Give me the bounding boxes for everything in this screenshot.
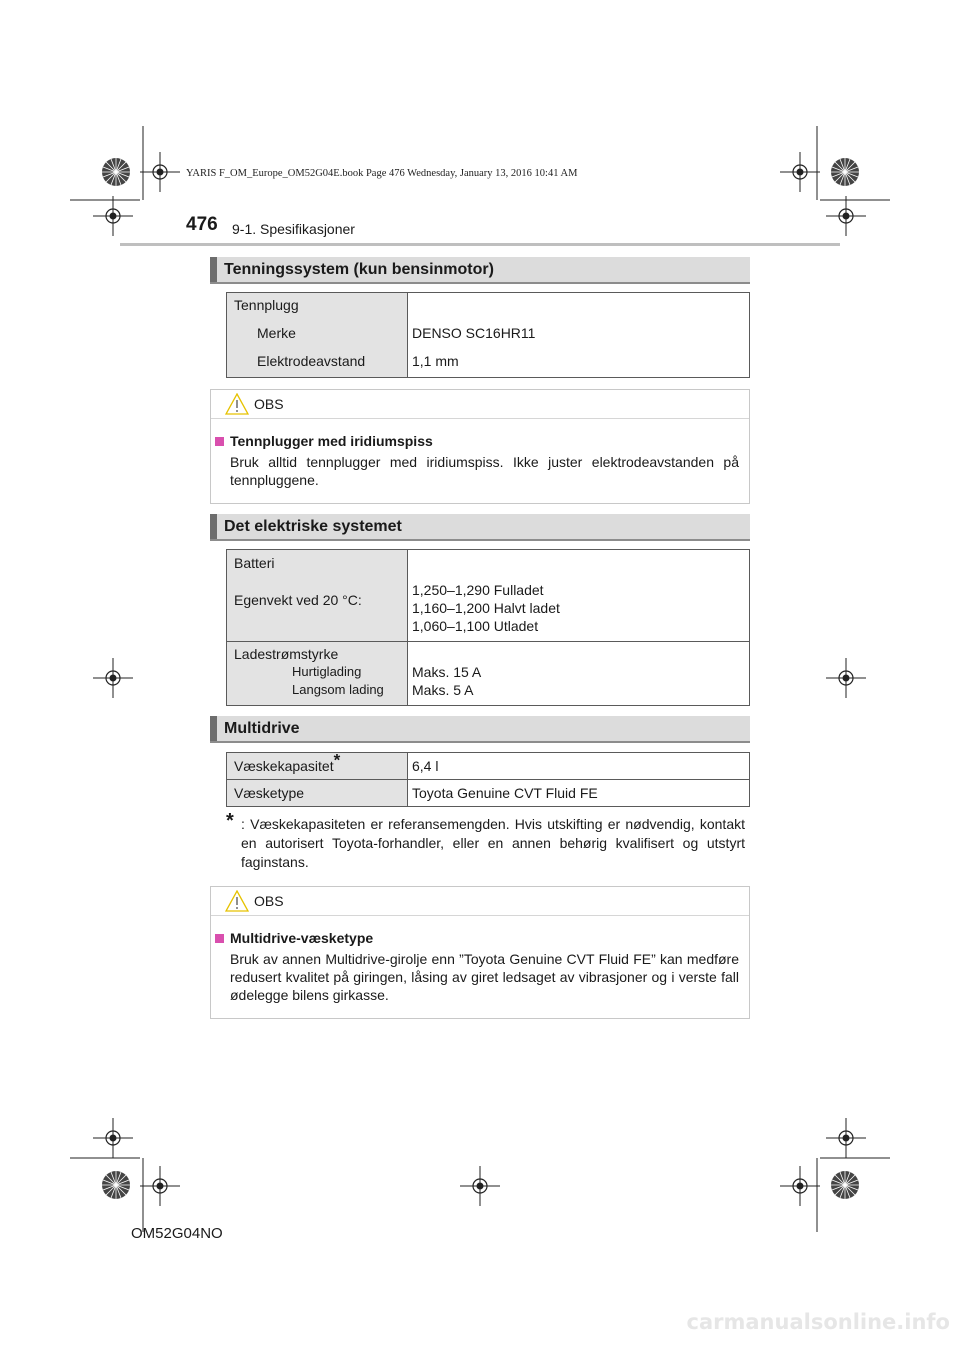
specific-gravity-label: Egenvekt ved 20 °C: xyxy=(234,592,362,608)
notice-body xyxy=(211,916,749,1018)
notice-header xyxy=(211,390,749,419)
notice-box-multidrive xyxy=(210,886,750,1019)
table-value-cell xyxy=(408,293,750,378)
gravity-value-half: 1,160–1,200 Halvt ladet xyxy=(412,600,560,616)
multidrive-spec-table xyxy=(226,752,750,807)
slow-charge-value: Maks. 5 A xyxy=(412,682,474,698)
brand-label: Merke xyxy=(257,325,296,341)
gravity-value-full: 1,250–1,290 Fulladet xyxy=(412,582,544,598)
table-row xyxy=(227,550,750,642)
table-value-cell xyxy=(408,550,750,642)
notice-header xyxy=(211,887,749,916)
notice-title: Tennplugger med iridiumspiss xyxy=(230,433,433,449)
notice-title: Multidrive-væsketype xyxy=(230,930,374,946)
section-bar xyxy=(210,716,217,741)
registration-crosshair-icon xyxy=(826,658,866,698)
footnote-colon: : xyxy=(241,816,245,832)
warning-triangle-icon xyxy=(225,393,249,415)
table-value-cell xyxy=(408,642,750,706)
fluid-capacity-value: 6,4 l xyxy=(412,758,439,774)
registration-crosshair-icon xyxy=(93,196,133,236)
electrode-gap-label: Elektrodeavstand xyxy=(257,353,366,369)
notice-text: Bruk alltid tennplugger med iridiumspiss. Ikke juster elektrodeavstanden på tennpluggene. xyxy=(230,454,739,488)
registration-crosshair-icon xyxy=(780,1166,820,1206)
notice-body xyxy=(211,419,749,503)
table-key-cell xyxy=(227,550,408,642)
fast-charge-label: Hurtiglading xyxy=(292,664,362,679)
gravity-value-empty: 1,060–1,100 Utladet xyxy=(412,618,539,634)
header-rule xyxy=(120,243,840,246)
table-value-cell xyxy=(408,753,750,780)
book-file-header: YARIS F_OM_Europe_OM52G04E.book Page 476 Wednesday, January 13, 2016 10:41 AM xyxy=(186,168,578,179)
fluid-type-label: Væsketype xyxy=(234,785,305,801)
bullet-square-icon xyxy=(215,934,224,943)
registration-starburst-icon xyxy=(831,158,859,186)
electrical-spec-table xyxy=(226,549,750,706)
table-value-cell xyxy=(408,780,750,807)
registration-crosshair-icon xyxy=(460,1166,500,1206)
section-heading-ignition xyxy=(210,257,750,284)
table-row xyxy=(227,780,750,807)
notice-text: Bruk av annen Multidrive-girolje enn ”Toyota Genuine CVT Fluid FE” kan medføre redusert kvalitet på giringen, låsing av giret ledsaget av vibrasjoner og i verste fall ødelegge bilens girkasse. xyxy=(230,951,739,1003)
section-bar xyxy=(210,514,217,539)
battery-label: Batteri xyxy=(234,555,275,571)
notice-label: OBS xyxy=(254,396,284,412)
table-key-cell xyxy=(227,642,408,706)
registration-crosshair-icon xyxy=(93,658,133,698)
registration-crosshair-icon xyxy=(826,1118,866,1158)
registration-crosshair-icon xyxy=(780,152,820,192)
spark-plug-label: Tennplugg xyxy=(234,297,299,313)
section-heading-electrical xyxy=(210,514,750,541)
notice-label: OBS xyxy=(254,893,284,909)
ignition-spec-table xyxy=(226,292,750,378)
fluid-type-value: Toyota Genuine CVT Fluid FE xyxy=(412,785,598,801)
section-bar xyxy=(210,257,217,282)
registration-starburst-icon xyxy=(102,1171,130,1199)
registration-starburst-icon xyxy=(831,1171,859,1199)
table-row xyxy=(227,642,750,706)
registration-starburst-icon xyxy=(102,158,130,186)
footnote-star: * xyxy=(226,810,234,832)
section-title: Det elektriske systemet xyxy=(224,518,402,535)
table-row xyxy=(227,753,750,780)
section-heading-multidrive xyxy=(210,716,750,743)
bullet-square-icon xyxy=(215,437,224,446)
registration-crosshair-icon xyxy=(826,196,866,236)
table-row xyxy=(227,293,750,378)
footnote-text: Væskekapasiteten er referansemengden. Hvis utskifting er nødvendig, kontakt en autorisert Toyota-forhandler, eller en annen behørig kvalifisert og utstyrt faginstans. xyxy=(241,816,745,870)
section-title: Multidrive xyxy=(224,720,300,737)
charging-current-label: Ladestrømstyrke xyxy=(234,646,339,662)
electrode-gap-value: 1,1 mm xyxy=(412,353,459,369)
page-number: 476 xyxy=(186,214,218,235)
registration-crosshair-icon xyxy=(93,1118,133,1158)
fast-charge-value: Maks. 15 A xyxy=(412,664,482,680)
table-key-cell xyxy=(227,780,408,807)
chapter-title: 9-1. Spesifikasjoner xyxy=(232,221,355,237)
footnote-asterisk: * xyxy=(333,750,341,770)
registration-crosshair-icon xyxy=(140,1166,180,1206)
warning-triangle-icon xyxy=(225,890,249,912)
registration-crosshair-icon xyxy=(140,152,180,192)
watermark: carmanualsonline.info xyxy=(686,1310,950,1334)
notice-box-iridium xyxy=(210,389,750,504)
table-key-cell xyxy=(227,750,408,780)
fluid-capacity-label: Væskekapasitet xyxy=(234,758,334,774)
slow-charge-label: Langsom lading xyxy=(292,682,384,697)
brand-value: DENSO SC16HR11 xyxy=(412,325,536,341)
table-key-cell xyxy=(227,293,408,378)
footnote xyxy=(226,810,745,872)
manual-code: OM52G04NO xyxy=(131,1225,223,1242)
section-title: Tenningssystem (kun bensinmotor) xyxy=(224,261,494,278)
